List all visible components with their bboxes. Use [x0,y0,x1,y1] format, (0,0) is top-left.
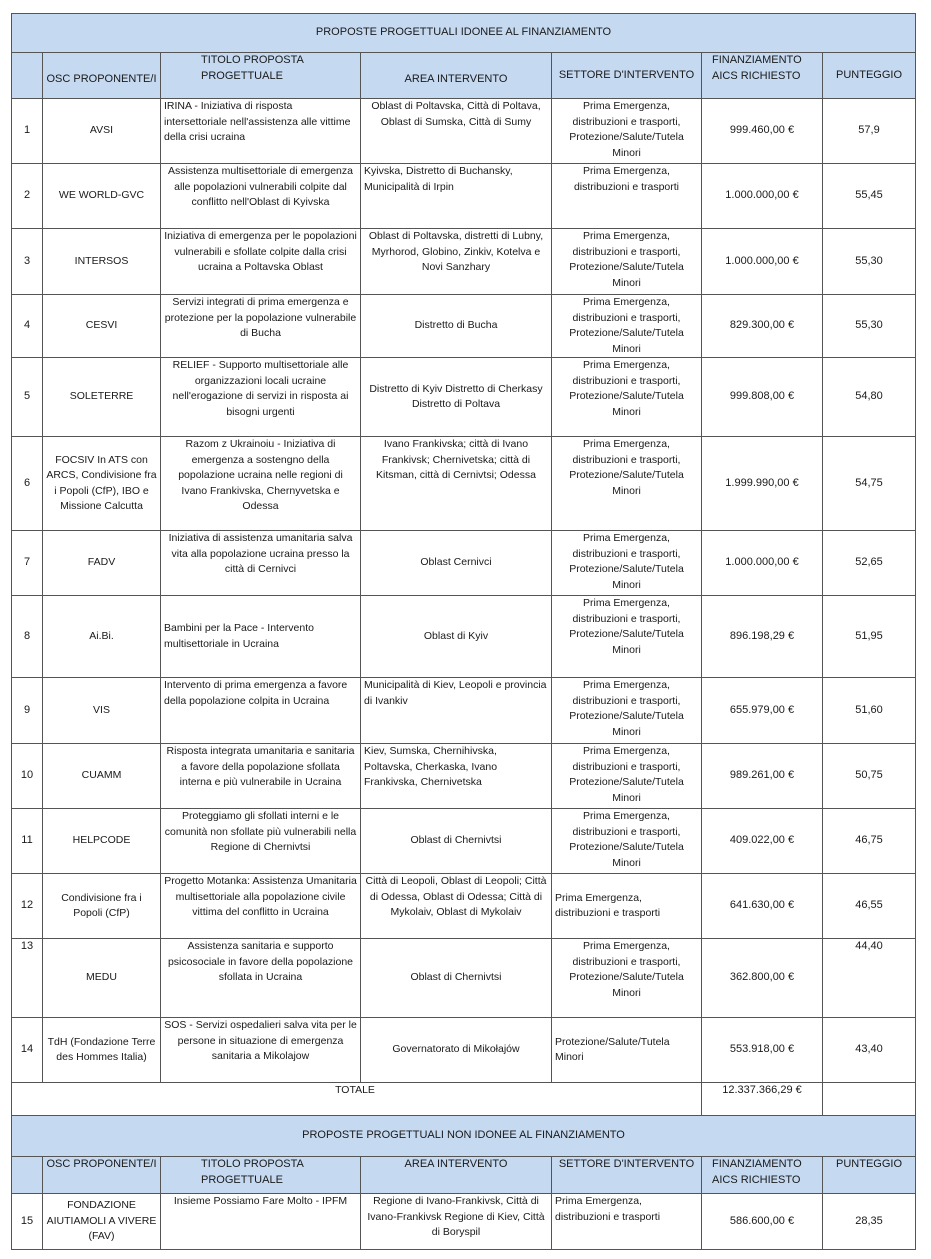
row-number: 9 [12,678,43,744]
osc-proponente: MEDU [43,939,161,1018]
area-intervento: Regione di Ivano-Frankivsk, Città di Ivano-Frankivsk Regione di Kiev, Città di Boryspil [361,1194,552,1250]
header-punteggio: PUNTEGGIO [823,1157,916,1194]
osc-proponente: FADV [43,531,161,596]
table-row [12,1018,916,1083]
punteggio: 46,55 [823,874,916,939]
row-number: 13 [12,939,43,1018]
table-row [12,809,916,874]
area-intervento: Municipalità di Kiev, Leopoli e provincia di Ivankiv [361,678,552,744]
osc-proponente: FOCSIV In ATS con ARCS, Condivisione fra i Popoli (CfP), IBO e Missione Calcutta [43,437,161,531]
table-row [12,744,916,809]
punteggio: 51,60 [823,678,916,744]
settore-intervento: Prima Emergenza, distribuzioni e trasporti, Protezione/Salute/Tutela Minori [552,809,702,874]
titolo-proposta: Assistenza multisettoriale di emergenza alle popolazioni vulnerabili colpite dal conflitto nell'Oblast di Kyivska [161,164,361,229]
header-number [12,53,43,99]
finanziamento-richiesto: 1.000.000,00 € [702,531,823,596]
titolo-proposta: Bambini per la Pace - Intervento multisettoriale in Ucraina [161,596,361,678]
area-intervento: Oblast di Poltavska, Città di Poltava, Oblast di Sumska, Città di Sumy [361,99,552,164]
table-row [12,874,916,939]
titolo-proposta: Iniziativa di emergenza per le popolazioni vulnerabili e sfollate colpite dalla crisi ucraina a Poltavska Oblast [161,229,361,295]
punteggio: 46,75 [823,809,916,874]
row-number: 2 [12,164,43,229]
header-punteggio: PUNTEGGIO [823,53,916,99]
titolo-proposta: Insieme Possiamo Fare Molto - IPFM [161,1194,361,1250]
punteggio: 55,45 [823,164,916,229]
section-title-not-eligible: PROPOSTE PROGETTUALI NON IDONEE AL FINANZIAMENTO [12,1116,916,1157]
row-number: 7 [12,531,43,596]
settore-intervento: Prima Emergenza, distribuzioni e trasporti [552,874,702,939]
area-intervento: Kyivska, Distretto di Buchansky, Municipalità di Irpin [361,164,552,229]
titolo-proposta: Progetto Motanka: Assistenza Umanitaria multisettoriale alla popolazione civile vittima del conflitto in Ucraina [161,874,361,939]
header-titolo: TITOLO PROPOSTA PROGETTUALE [161,53,361,99]
settore-intervento: Prima Emergenza, distribuzioni e trasporti, Protezione/Salute/Tutela Minori [552,531,702,596]
punteggio: 54,80 [823,358,916,437]
finanziamento-richiesto: 586.600,00 € [702,1194,823,1250]
punteggio: 54,75 [823,437,916,531]
row-number: 8 [12,596,43,678]
row-number: 6 [12,437,43,531]
finanziamento-richiesto: 1.000.000,00 € [702,164,823,229]
punteggio: 50,75 [823,744,916,809]
row-number: 11 [12,809,43,874]
finanziamento-richiesto: 362.800,00 € [702,939,823,1018]
titolo-proposta: SOS - Servizi ospedalieri salva vita per le persone in situazione di emergenza sanitaria a Mikolajow [161,1018,361,1083]
finanziamento-richiesto: 999.808,00 € [702,358,823,437]
settore-intervento: Prima Emergenza, distribuzioni e trasporti, Protezione/Salute/Tutela Minori [552,939,702,1018]
osc-proponente: Condivisione fra i Popoli (CfP) [43,874,161,939]
osc-proponente: VIS [43,678,161,744]
area-intervento: Oblast di Chernivtsi [361,939,552,1018]
total-label: TOTALE [12,1083,702,1116]
osc-proponente: AVSI [43,99,161,164]
table-row [12,939,916,1018]
settore-intervento: Prima Emergenza, distribuzioni e trasporti, Protezione/Salute/Tutela Minori [552,295,702,358]
titolo-proposta: IRINA - Iniziativa di risposta intersettoriale nell'assistenza alle vittime della crisi ucraina [161,99,361,164]
area-intervento: Oblast di Chernivtsi [361,809,552,874]
titolo-proposta: Iniziativa di assistenza umanitaria salva vita alla popolazione ucraina presso la città di Cernivci [161,531,361,596]
table-row [12,229,916,295]
titolo-proposta: Razom z Ukrainoiu - Iniziativa di emergenza a sostengno della popolazione ucraina nelle regioni di Ivano Frankivska, Chernyvetska e Odessa [161,437,361,531]
titolo-proposta: Servizi integrati di prima emergenza e protezione per la popolazione vulnerabile di Bucha [161,295,361,358]
area-intervento: Governatorato di Mikołajów [361,1018,552,1083]
table-row [12,437,916,531]
row-number: 1 [12,99,43,164]
header-settore: SETTORE D'INTERVENTO [552,1157,702,1194]
finanziamento-richiesto: 896.198,29 € [702,596,823,678]
osc-proponente: SOLETERRE [43,358,161,437]
row-number: 10 [12,744,43,809]
osc-proponente: FONDAZIONE AIUTIAMOLI A VIVERE (FAV) [43,1194,161,1250]
finanziamento-richiesto: 409.022,00 € [702,809,823,874]
settore-intervento: Prima Emergenza, distribuzioni e trasporti [552,1194,702,1250]
settore-intervento: Prima Emergenza, distribuzioni e trasporti, Protezione/Salute/Tutela Minori [552,229,702,295]
settore-intervento: Prima Emergenza, distribuzioni e trasporti, Protezione/Salute/Tutela Minori [552,678,702,744]
funding-proposals-table [11,13,916,1250]
header-osc: OSC PROPONENTE/I [43,1157,161,1194]
table-row [12,678,916,744]
row-number: 3 [12,229,43,295]
area-intervento: Distretto di Kyiv Distretto di Cherkasy Distretto di Poltava [361,358,552,437]
osc-proponente: WE WORLD-GVC [43,164,161,229]
table-row [12,596,916,678]
osc-proponente: CUAMM [43,744,161,809]
area-intervento: Kiev, Sumska, Chernihivska, Poltavska, Cherkaska, Ivano Frankivska, Chernivetska [361,744,552,809]
titolo-proposta: Intervento di prima emergenza a favore della popolazione colpita in Ucraina [161,678,361,744]
table-row [12,531,916,596]
table-row [12,358,916,437]
finanziamento-richiesto: 1.999.990,00 € [702,437,823,531]
table-row [12,99,916,164]
finanziamento-richiesto: 989.261,00 € [702,744,823,809]
punteggio: 51,95 [823,596,916,678]
total-row [12,1083,916,1116]
area-intervento: Oblast di Poltavska, distretti di Lubny, Myrhorod, Globino, Zinkiv, Kotelva e Novi Sanzhary [361,229,552,295]
section-title-row [12,14,916,53]
row-number: 14 [12,1018,43,1083]
titolo-proposta: Risposta integrata umanitaria e sanitaria a favore della popolazione sfollata interna e più vulnerabile in Ucraina [161,744,361,809]
finanziamento-richiesto: 1.000.000,00 € [702,229,823,295]
finanziamento-richiesto: 655.979,00 € [702,678,823,744]
row-number: 15 [12,1194,43,1250]
punteggio: 55,30 [823,295,916,358]
settore-intervento: Prima Emergenza, distribuzioni e trasporti [552,164,702,229]
section-title-row [12,1116,916,1157]
punteggio: 57,9 [823,99,916,164]
osc-proponente: TdH (Fondazione Terre des Hommes Italia) [43,1018,161,1083]
settore-intervento: Prima Emergenza, distribuzioni e trasporti, Protezione/Salute/Tutela Minori [552,596,702,678]
header-settore: SETTORE D'INTERVENTO [552,53,702,99]
titolo-proposta: Assistenza sanitaria e supporto psicosociale in favore della popolazione sfollata in Ucraina [161,939,361,1018]
table-row [12,164,916,229]
header-area: AREA INTERVENTO [361,53,552,99]
area-intervento: Distretto di Bucha [361,295,552,358]
finanziamento-richiesto: 641.630,00 € [702,874,823,939]
titolo-proposta: Proteggiamo gli sfollati interni e le comunità non sfollate più vulnerabili nella Regione di Chernivtsi [161,809,361,874]
punteggio: 44,40 [823,939,916,1018]
table-row [12,1194,916,1250]
settore-intervento: Protezione/Salute/Tutela Minori [552,1018,702,1083]
section-title-eligible: PROPOSTE PROGETTUALI IDONEE AL FINANZIAMENTO [12,14,916,53]
osc-proponente: Ai.Bi. [43,596,161,678]
settore-intervento: Prima Emergenza, distribuzioni e trasporti, Protezione/Salute/Tutela Minori [552,358,702,437]
header-row [12,53,916,99]
area-intervento: Città di Leopoli, Oblast di Leopoli; Città di Odessa, Oblast di Odessa; Città di Mykolaiv, Oblast di Mykolaiv [361,874,552,939]
settore-intervento: Prima Emergenza, distribuzioni e trasporti, Protezione/Salute/Tutela Minori [552,437,702,531]
punteggio: 43,40 [823,1018,916,1083]
row-number: 12 [12,874,43,939]
punteggio: 52,65 [823,531,916,596]
row-number: 5 [12,358,43,437]
titolo-proposta: RELIEF - Supporto multisettoriale alle organizzazioni locali ucraine nell'erogazione di servizi in risposta ai bisogni urgenti [161,358,361,437]
row-number: 4 [12,295,43,358]
settore-intervento: Prima Emergenza, distribuzioni e trasporti, Protezione/Salute/Tutela Minori [552,744,702,809]
punteggio: 55,30 [823,229,916,295]
header-osc: OSC PROPONENTE/I [43,53,161,99]
finanziamento-richiesto: 553.918,00 € [702,1018,823,1083]
area-intervento: Ivano Frankivska; città di Ivano Frankivsk; Chernivetska; città di Kitsman, città di Cernivtsi; Odessa [361,437,552,531]
area-intervento: Oblast di Kyiv [361,596,552,678]
header-area: AREA INTERVENTO [361,1157,552,1194]
finanziamento-richiesto: 999.460,00 € [702,99,823,164]
area-intervento: Oblast Cernivci [361,531,552,596]
header-finanziamento: FINANZIAMENTO AICS RICHIESTO [702,1157,823,1194]
table-row [12,295,916,358]
settore-intervento: Prima Emergenza, distribuzioni e trasporti, Protezione/Salute/Tutela Minori [552,99,702,164]
osc-proponente: INTERSOS [43,229,161,295]
finanziamento-richiesto: 829.300,00 € [702,295,823,358]
header-number [12,1157,43,1194]
header-finanziamento: FINANZIAMENTO AICS RICHIESTO [702,53,823,99]
punteggio: 28,35 [823,1194,916,1250]
osc-proponente: HELPCODE [43,809,161,874]
header-row [12,1157,916,1194]
header-titolo: TITOLO PROPOSTA PROGETTUALE [161,1157,361,1194]
total-value: 12.337.366,29 € [702,1083,823,1116]
total-score-empty [823,1083,916,1116]
osc-proponente: CESVI [43,295,161,358]
